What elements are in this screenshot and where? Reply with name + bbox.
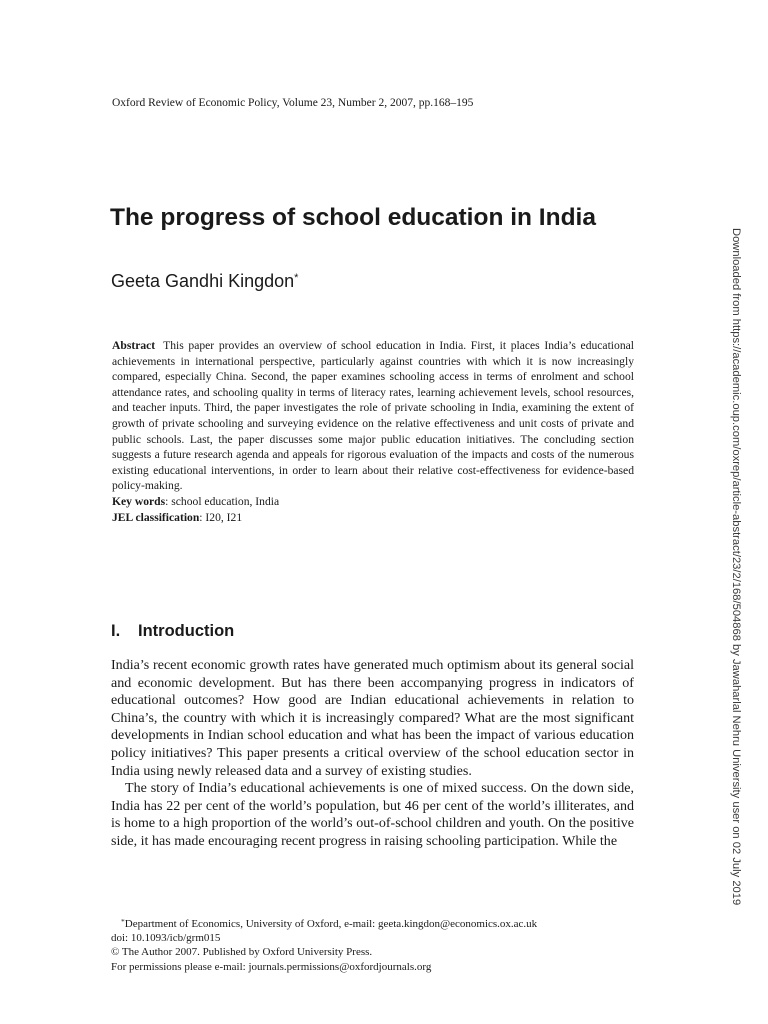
- journal-citation: Oxford Review of Economic Policy, Volume 23, Number 2, 2007, pp.168–195: [112, 97, 474, 109]
- footnote-affiliation-text: Department of Economics, University of Oxford, e-mail: geeta.kingdon@economics.ox.ac.uk: [124, 918, 538, 930]
- download-watermark: Downloaded from https://academic.oup.com/oxrep/article-abstract/23/2/168/504868 by Jawaharlal Nehru University user on 02 July 2019: [730, 228, 742, 906]
- abstract-text: This paper provides an overview of school education in India. First, it places India’s educational achievements in international perspective, particularly against countries with which it is now increasingly compared, especially China. Second, the paper examines schooling access in terms of enrolment and school attendance rates, and schooling quality in terms of literacy rates, learning achievement levels, school resources, and teacher inputs. Third, the paper investigates the role of private schooling in India, examining the extent of growth of private schooling and surveying evidence on the relative effectiveness and unit costs of private and public schools. Last, the paper discusses some major public education initiatives. The concluding section suggests a future research agenda and appeals for rigorous evaluation of the impacts and costs of the numerous existing educational interventions, in order to learn about their relative cost-effectiveness for evidence-based policy-making.: [112, 339, 634, 493]
- footnote-copyright: © The Author 2007. Published by Oxford University Press.: [111, 946, 373, 959]
- footnote-mark: *: [121, 917, 125, 926]
- keywords-separator: :: [165, 494, 172, 508]
- keywords-line: [112, 494, 634, 510]
- abstract-paragraph: [112, 338, 634, 494]
- section-title: Introduction: [138, 622, 235, 640]
- body-text: [111, 657, 634, 851]
- body-paragraph-2: The story of India’s educational achievements is one of mixed success. On the down side, India has 22 per cent of the world’s population, but 46 per cent of the world’s illiterates, and is home to a high proportion of the world’s out-of-school children and youth. On the positive side, it has made encouraging recent progress in raising schooling participation. While the: [111, 780, 634, 849]
- body-paragraph-1: India’s recent economic growth rates have generated much optimism about its general social and economic development. But has there been accompanying progress in indicators of educational outcomes? How good are Indian educational achievements in relation to China’s, the country with which it is increasingly compared? What are the most significant developments in Indian school education and what has been the impact of various education policy initiatives? This paper presents a critical overview of the school education sector in India using newly released data and a survey of existing studies.: [111, 657, 634, 779]
- footnote-affiliation: [111, 917, 671, 931]
- abstract-label: Abstract: [112, 339, 156, 352]
- abstract-block: [112, 338, 634, 525]
- author-line: [111, 269, 298, 293]
- article-title: The progress of school education in India: [110, 204, 596, 231]
- footnote-doi: doi: 10.1093/icb/grm015: [111, 932, 221, 945]
- jel-value: I20, I21: [205, 510, 243, 524]
- jel-line: [112, 510, 634, 526]
- author-footnote-mark: *: [294, 272, 299, 284]
- jel-label: JEL classification: [112, 510, 200, 524]
- section-heading: [111, 620, 234, 642]
- author-name: Geeta Gandhi Kingdon: [111, 271, 295, 291]
- jel-separator: :: [199, 510, 206, 524]
- footnotes: [111, 917, 671, 974]
- keywords-label: Key words: [112, 494, 166, 508]
- keywords-value: school education, India: [171, 494, 280, 508]
- footnote-permissions: For permissions please e-mail: journals.permissions@oxfordjournals.org: [111, 960, 432, 973]
- section-number: I.: [111, 622, 121, 640]
